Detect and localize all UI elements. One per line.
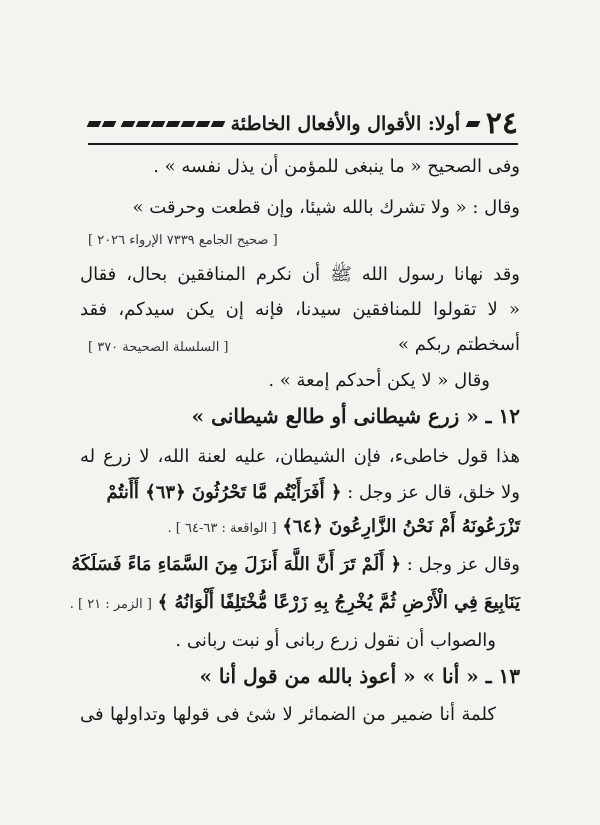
- body-line: هذا قول خاطىء، فإن الشيطان، عليه لعنة الله، لا زرع له: [80, 446, 520, 467]
- header-ornament-left: [122, 121, 224, 127]
- page-number: ٢٤: [485, 106, 518, 141]
- body-line: كلمة أنا ضمير من الضمائر لا شئ فى قولها وتداولها فى: [80, 704, 496, 725]
- body-line: وقد نهانا رسول الله ﷺ أن نكرم المنافقين بحال، فقال: [80, 264, 520, 285]
- citation: [ السلسلة الصحيحة ٣٧٠ ]: [88, 340, 229, 355]
- header-ornament-right: [467, 121, 479, 127]
- quran-verse: ﴿ أَلَمْ تَرَ أَنَّ اللَّهَ أَنزَلَ مِنَ السَّمَاءِ مَاءً فَسَلَكَهُ: [71, 554, 402, 575]
- body-line: « لا تقولوا للمنافقين سيدنا، فإنه إن يكن سيدكم، فقد: [80, 299, 520, 320]
- body-line: [107, 482, 521, 504]
- header-rule: [88, 143, 518, 145]
- body-text: وقال عز وجل :: [406, 554, 520, 575]
- body-line: وفى الصحيح « ما ينبغى للمؤمن أن يذل نفسه » .: [153, 156, 520, 177]
- body-line: [168, 516, 520, 538]
- quran-verse: تَزْرَعُونَهُ أَمْ نَحْنُ الزَّارِعُونَ ﴿٦٤﴾: [282, 516, 520, 537]
- page-header: [88, 104, 518, 144]
- body-line: [70, 592, 520, 614]
- running-title: أولا: الأقوال والأفعال الخاطئة: [230, 113, 461, 135]
- body-line: وقال « لا يكن أحدكم إمعة » .: [268, 370, 490, 391]
- body-line: أسخطتم ربكم »: [398, 334, 520, 355]
- section-heading: ١٢ ـ « زرع شيطانى أو طالع شيطانى »: [191, 404, 520, 428]
- quran-verse: يَنَابِيعَ فِي الْأَرْضِ ثُمَّ يُخْرِجُ بِهِ زَرْعًا مُّخْتَلِفًا أَلْوَانُهُ ﴾: [157, 592, 520, 613]
- citation: [ الواقعة : ٦٣-٦٤ ] .: [167, 521, 277, 536]
- body-line: والصواب أن نقول زرع ربانى أو نبت ربانى .: [175, 630, 496, 651]
- citation: [ الزمر : ٢١ ] .: [69, 597, 152, 612]
- section-heading: ١٣ ـ « أنا » « أعوذ بالله من قول أنا »: [199, 664, 520, 688]
- citation: [ صحيح الجامع ٧٣٣٩ الإرواء ٢٠٢٦ ]: [88, 233, 278, 248]
- quran-verse: ﴿ أَفَرَأَيْتُم مَّا تَحْرُثُونَ ﴿٦٣﴾ أَأَنتُمْ: [106, 482, 342, 503]
- body-text: ولا خلق، قال عز وجل :: [347, 482, 520, 503]
- body-line: [71, 554, 520, 576]
- header-ornament-edge: [88, 121, 115, 127]
- body-line: وقال : « ولا تشرك بالله شيئا، وإن قطعت وحرقت »: [132, 197, 520, 218]
